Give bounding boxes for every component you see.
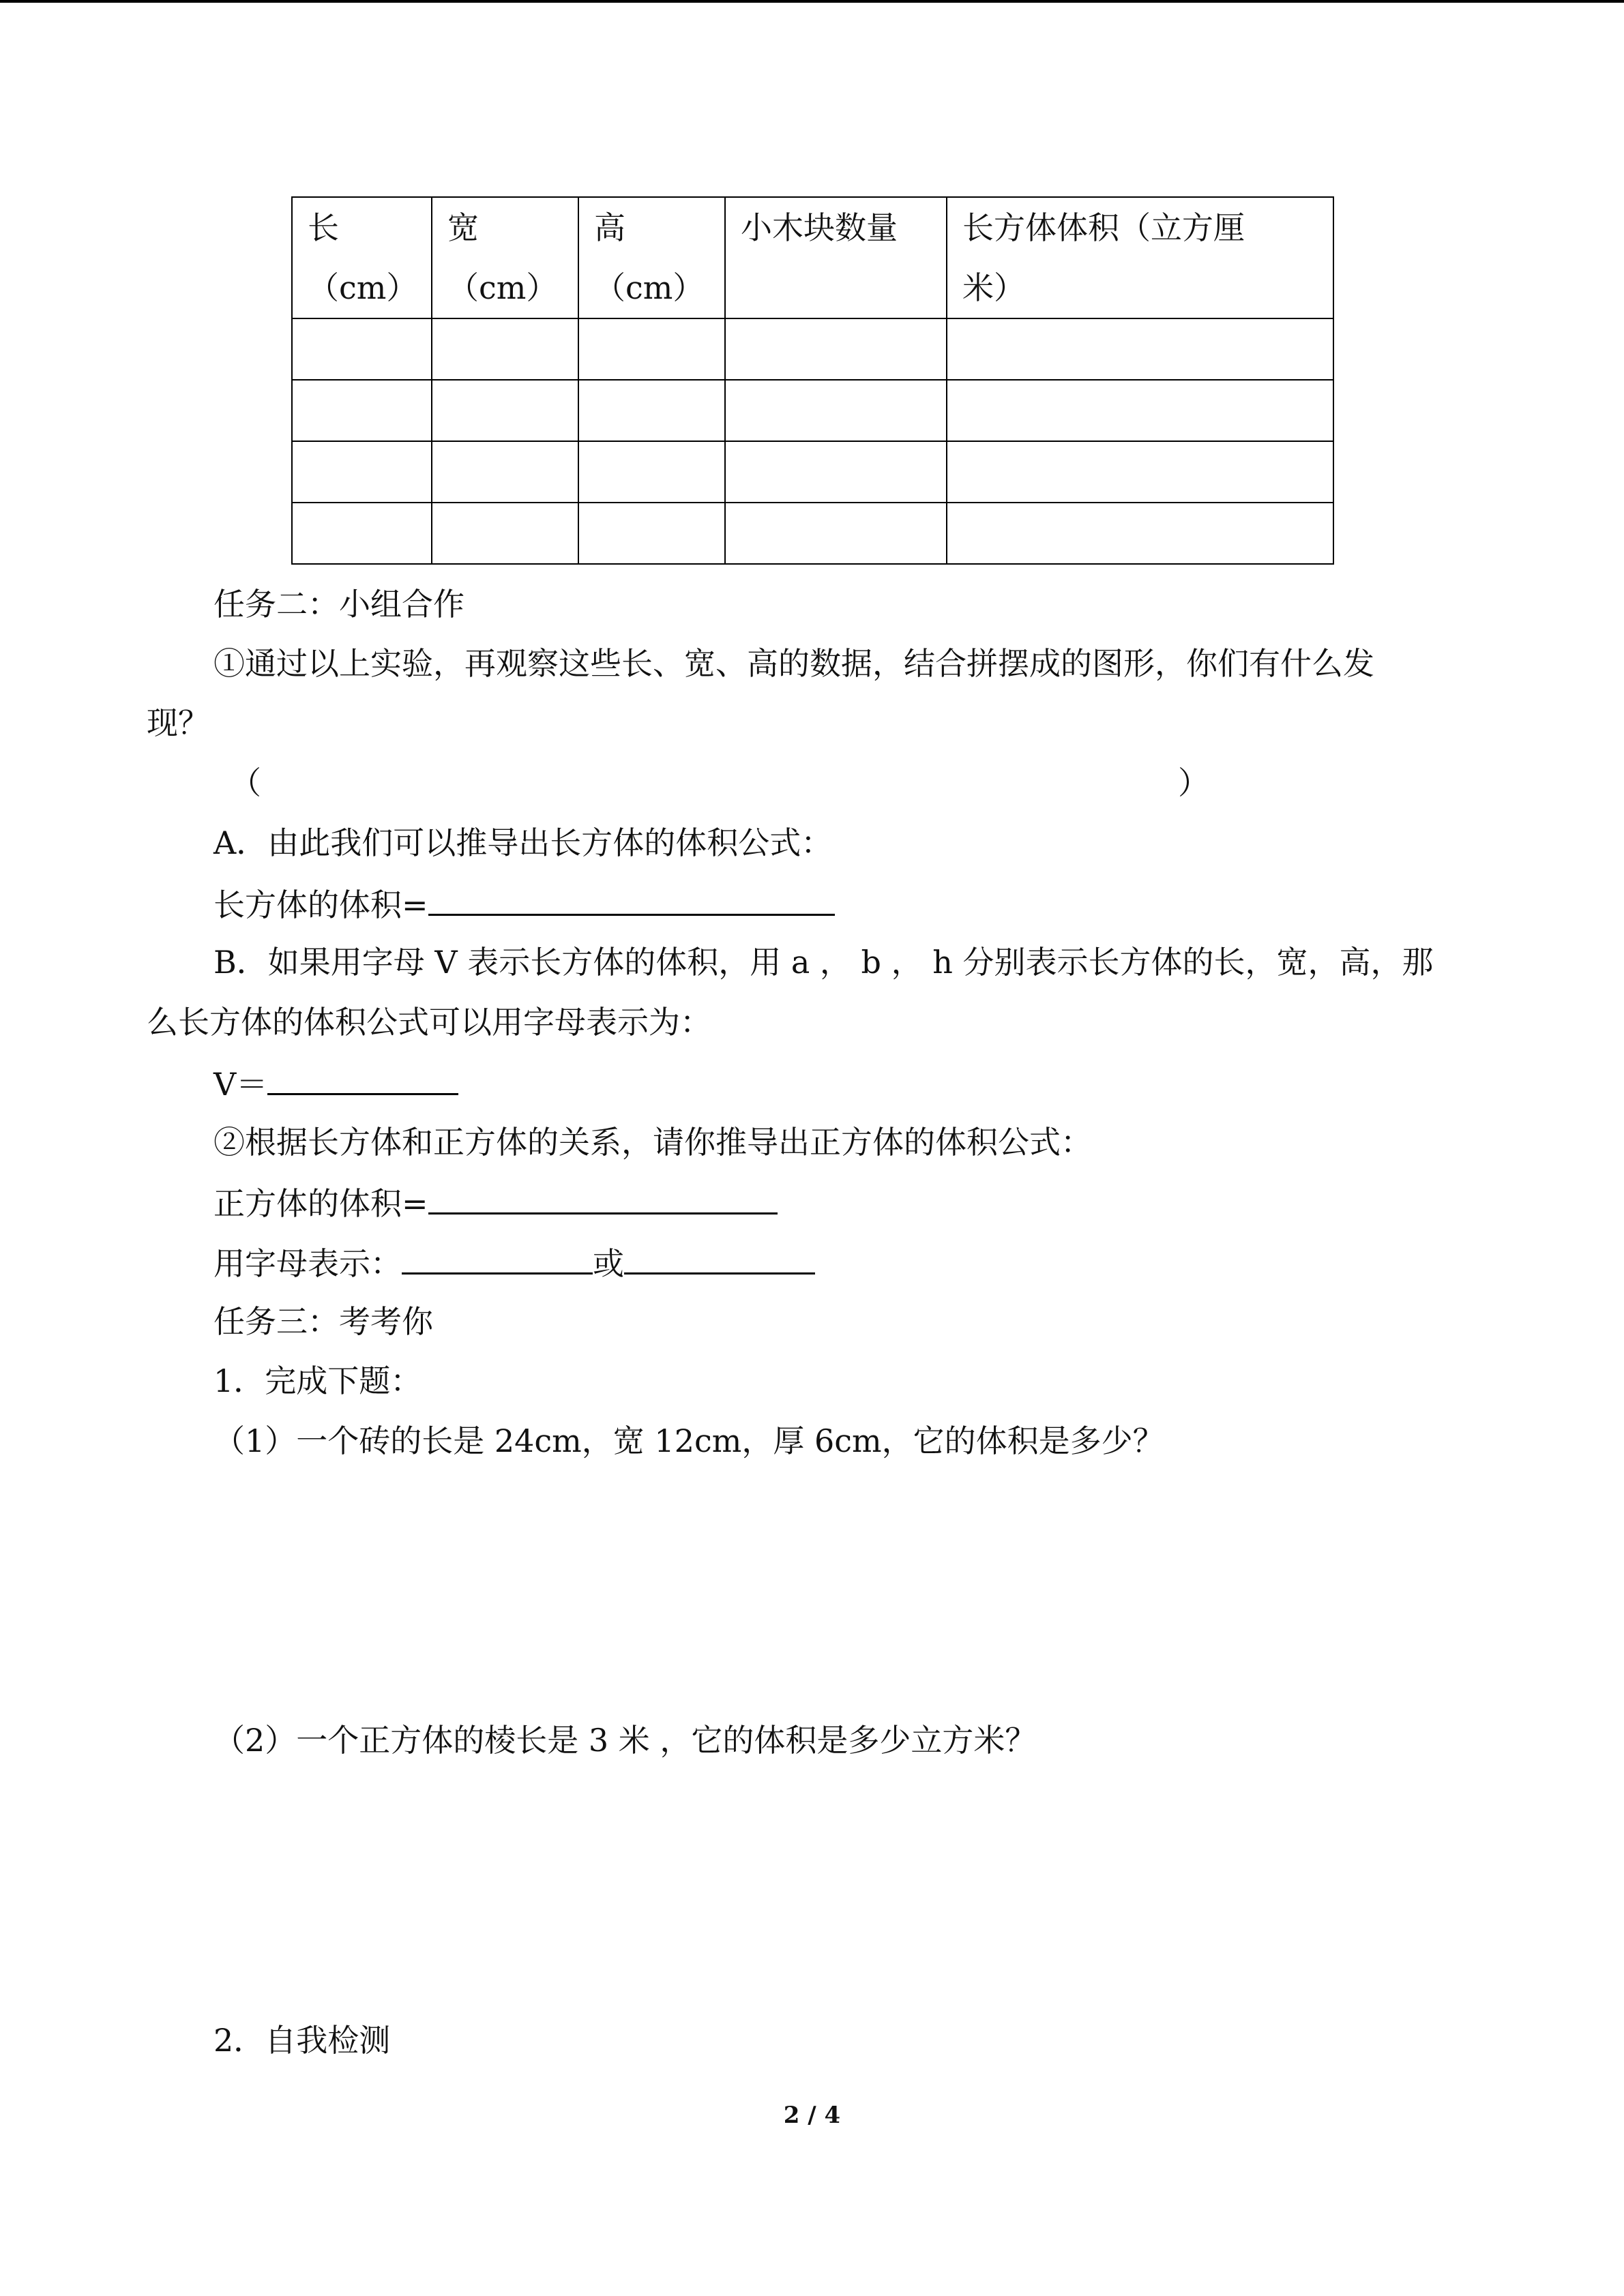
table-cell[interactable] xyxy=(292,380,432,441)
cube-volume-blank[interactable] xyxy=(428,1181,778,1214)
cube-letter-blank-1[interactable] xyxy=(402,1241,593,1274)
table-row xyxy=(292,503,1333,564)
table-cell[interactable] xyxy=(725,318,947,380)
task2-question1-line2: 现？ xyxy=(147,704,209,741)
header-width: 宽 （cm） xyxy=(447,209,558,306)
table-row xyxy=(292,380,1333,441)
formula-intro-a: A．由此我们可以推导出长方体的体积公式： xyxy=(213,824,833,861)
table-header-cell xyxy=(725,197,947,318)
cube-volume-row xyxy=(213,1181,778,1224)
table-cell[interactable] xyxy=(578,380,725,441)
task3-title: 任务三：考考你 xyxy=(213,1303,433,1340)
table-header-cell xyxy=(432,197,578,318)
table-header-row xyxy=(292,197,1333,318)
table-cell[interactable] xyxy=(947,380,1333,441)
table-cell[interactable] xyxy=(725,441,947,503)
table-header-cell xyxy=(292,197,432,318)
table-cell[interactable] xyxy=(292,441,432,503)
table-header-cell xyxy=(947,197,1333,318)
header-block-count: 小木块数量 xyxy=(741,209,898,246)
task3-subquestion1: （1）一个砖的长是 24cm，宽 12cm，厚 6cm，它的体积是多少？ xyxy=(213,1422,1164,1459)
table-row xyxy=(292,318,1333,380)
table-cell[interactable] xyxy=(432,318,578,380)
letter-formula-label: V＝ xyxy=(213,1066,268,1103)
cube-letter-label: 用字母表示： xyxy=(213,1245,402,1282)
cuboid-volume-blank[interactable] xyxy=(428,882,835,916)
task3-item2: 2．自我检测 xyxy=(213,2022,391,2059)
cuboid-volume-label: 长方体的体积= xyxy=(213,886,428,923)
task3-item1: 1．完成下题： xyxy=(213,1362,422,1399)
letter-formula-row xyxy=(213,1062,458,1105)
table-cell[interactable] xyxy=(725,503,947,564)
table-header-cell xyxy=(578,197,725,318)
table-cell[interactable] xyxy=(725,380,947,441)
cube-letter-blank-2[interactable] xyxy=(624,1241,815,1274)
header-length: 长 （cm） xyxy=(308,209,418,306)
task3-subquestion2: （2）一个正方体的棱长是 3 米 ，它的体积是多少立方米？ xyxy=(213,1722,1037,1759)
header-volume: 长方体体积（立方厘 米） xyxy=(962,209,1245,306)
cube-letter-row xyxy=(213,1241,815,1284)
table-cell[interactable] xyxy=(578,441,725,503)
task2-title: 任务二：小组合作 xyxy=(213,586,464,623)
table-cell[interactable] xyxy=(292,503,432,564)
task2-question1-line1: ①通过以上实验，再观察这些长、宽、高的数据，结合拼摆成的图形，你们有什么发 xyxy=(213,645,1374,682)
table-cell[interactable] xyxy=(578,503,725,564)
or-label: 或 xyxy=(593,1245,624,1282)
answer-paren-open: （ xyxy=(230,764,261,801)
table-cell[interactable] xyxy=(432,441,578,503)
formula-intro-b-line2: 么长方体的体积公式可以用字母表示为： xyxy=(147,1004,711,1041)
formula-intro-b-line1: B．如果用字母 V 表示长方体的体积，用 a ， b ， h 分别表示长方体的长，宽，高，那 xyxy=(213,944,1434,981)
table-cell[interactable] xyxy=(947,503,1333,564)
table-row xyxy=(292,441,1333,503)
page-number: 2 / 4 xyxy=(783,2102,841,2129)
data-table xyxy=(291,196,1334,565)
table-cell[interactable] xyxy=(578,318,725,380)
table-cell[interactable] xyxy=(947,318,1333,380)
table-cell[interactable] xyxy=(432,380,578,441)
answer-paren-close: ） xyxy=(1178,764,1209,801)
task2-question2: ②根据长方体和正方体的关系，请你推导出正方体的体积公式： xyxy=(213,1124,1092,1161)
letter-formula-blank[interactable] xyxy=(267,1062,458,1095)
top-border-line xyxy=(0,0,1624,3)
cuboid-volume-row xyxy=(213,882,835,925)
table-cell[interactable] xyxy=(292,318,432,380)
header-height: 高 （cm） xyxy=(594,209,705,306)
cube-volume-label: 正方体的体积= xyxy=(213,1185,428,1222)
table-cell[interactable] xyxy=(947,441,1333,503)
table-cell[interactable] xyxy=(432,503,578,564)
